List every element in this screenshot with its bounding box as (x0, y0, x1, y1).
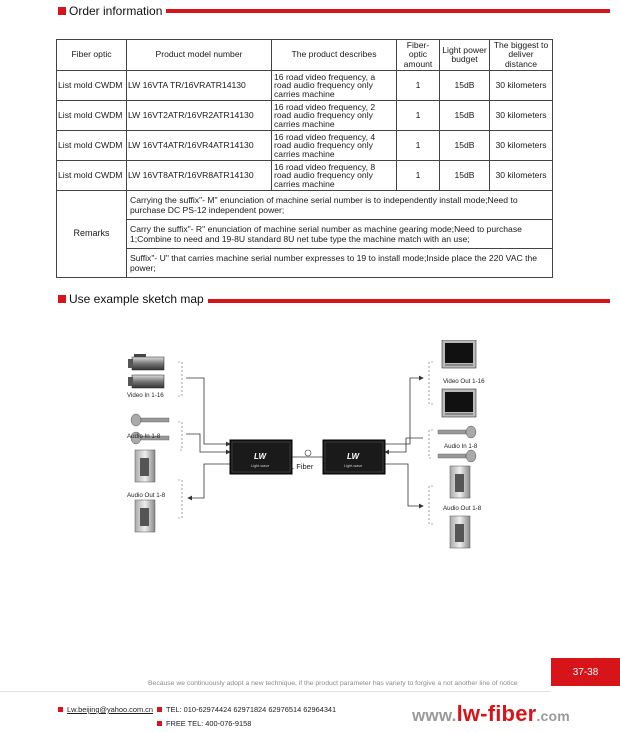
device-logo-sub: Light-wave (344, 464, 363, 468)
cell-fiber: List mold CWDM (57, 131, 127, 161)
col-header: Product model number (127, 40, 272, 71)
table-row (57, 71, 553, 101)
cell-desc: 16 road video frequency, 2 road audio frequency only carries machine (272, 101, 397, 131)
cell-amount: 1 (397, 101, 440, 131)
bullet-marker (157, 721, 162, 726)
remark-text: Carrying the suffix"- M" enunciation of machine serial number is to independently install mode;Need to purchase DC PS-12 independent power; (127, 191, 553, 220)
section-marker (58, 7, 66, 15)
brand-dotcom: .com (536, 708, 570, 724)
device-logo-sub: Light-wave (251, 464, 270, 468)
section-bar (208, 299, 610, 303)
cell-desc: 16 road video frequency, 4 road audio frequency only carries machine (272, 131, 397, 161)
cell-model: LW 16VT2ATR/16VR2ATR14130 (127, 101, 272, 131)
col-header: Fiber-optic amount (397, 40, 440, 71)
table-row (57, 131, 553, 161)
brand-logo (412, 701, 570, 727)
device-logo: LW (254, 452, 266, 461)
remark-text: Suffix"- U" that carries machine serial number expresses to 19 to install mode;Inside place the 220 VAC the power; (127, 249, 553, 278)
speaker-icon (450, 466, 470, 498)
fiber-link (290, 450, 323, 471)
cell-distance: 30 kilometers (490, 101, 553, 131)
bullet-marker (157, 707, 162, 712)
transmitter-device (230, 440, 292, 474)
tel-text: TEL: 010-62974424 62971824 62976514 62964341 (166, 705, 337, 714)
remarks-row (57, 249, 553, 278)
label-audio-in-right: Audio In 1-8 (444, 443, 478, 450)
free-tel-text: FREE TEL: 400-076-9158 (166, 719, 252, 728)
section-marker (58, 295, 66, 303)
section-title: Use example sketch map (69, 292, 204, 306)
bullet-marker (58, 707, 63, 712)
col-header: Fiber optic (57, 40, 127, 71)
device-logo: LW (347, 452, 359, 461)
speaker-icon (135, 500, 155, 532)
col-header: The product describes (272, 40, 397, 71)
cell-model: LW 16VT4ATR/16VR4ATR14130 (127, 131, 272, 161)
cell-desc: 16 road video frequency, a road audio frequency only carries machine (272, 71, 397, 101)
col-header: The biggest to deliver distance (490, 40, 553, 71)
brand-www: www. (412, 706, 457, 725)
contact-free-tel (157, 719, 251, 728)
label-video-out: Video Out 1-16 (443, 378, 485, 385)
footer-divider (0, 691, 550, 692)
camera-icon (128, 354, 164, 370)
cell-fiber: List mold CWDM (57, 161, 127, 191)
cell-distance: 30 kilometers (490, 161, 553, 191)
label-audio-out-right: Audio Out 1-8 (443, 505, 482, 512)
cell-distance: 30 kilometers (490, 71, 553, 101)
label-fiber: 1 Fiber (290, 462, 314, 471)
section-bar (166, 9, 610, 13)
monitor-icon (442, 389, 476, 417)
remarks-label: Remarks (57, 191, 127, 278)
section-use-example (58, 292, 610, 306)
remarks-row (57, 220, 553, 249)
email-link[interactable]: Lw.beijing@yahoo.com.cn (67, 705, 153, 714)
order-table (56, 39, 553, 278)
sketch-diagram (120, 340, 500, 552)
footer-note: Because we continuously adopt a new technique, if the product parameter has variety to forgive a not another line of notice (148, 680, 518, 687)
microphone-icon (131, 414, 169, 426)
cell-distance: 30 kilometers (490, 131, 553, 161)
microphone-icon (438, 450, 476, 462)
cell-model: LW 16VTA TR/16VRATR14130 (127, 71, 272, 101)
speaker-icon (450, 516, 470, 548)
cell-budget: 15dB (440, 131, 490, 161)
receiver-device (323, 440, 385, 474)
table-row (57, 101, 553, 131)
cell-budget: 15dB (440, 161, 490, 191)
brand-name: lw-fiber (456, 701, 537, 726)
remarks-row (57, 191, 553, 220)
page-number-tab: 37-38 (551, 658, 620, 686)
microphone-icon (438, 426, 476, 438)
cell-amount: 1 (397, 71, 440, 101)
table-row (57, 161, 553, 191)
label-audio-out-left: Audio Out 1-8 (127, 492, 166, 499)
camera-icon (128, 375, 164, 388)
cell-budget: 15dB (440, 101, 490, 131)
section-order-information (58, 4, 610, 18)
remark-text: Carry the suffix"- R" enunciation of machine serial number as machine gearing mode;Need to purchase 1;Combine to need and 19-8U standard 8U net tube type the machine match with an use; (127, 220, 553, 249)
cell-model: LW 16VT8ATR/16VR8ATR14130 (127, 161, 272, 191)
label-audio-in-left: Audio In 1-8 (127, 433, 161, 440)
cell-desc: 16 road video frequency, 8 road audio frequency only carries machine (272, 161, 397, 191)
contact-email[interactable] (58, 705, 153, 714)
label-video-in: Video In 1-16 (127, 392, 164, 399)
cell-budget: 15dB (440, 71, 490, 101)
monitor-icon (442, 340, 476, 368)
contact-tel (157, 705, 336, 714)
section-title: Order information (69, 4, 163, 18)
cell-fiber: List mold CWDM (57, 71, 127, 101)
cell-amount: 1 (397, 131, 440, 161)
table-header-row (57, 40, 553, 71)
col-header: Light power budget (440, 40, 490, 71)
cell-fiber: List mold CWDM (57, 101, 127, 131)
speaker-icon (135, 450, 155, 482)
cell-amount: 1 (397, 161, 440, 191)
